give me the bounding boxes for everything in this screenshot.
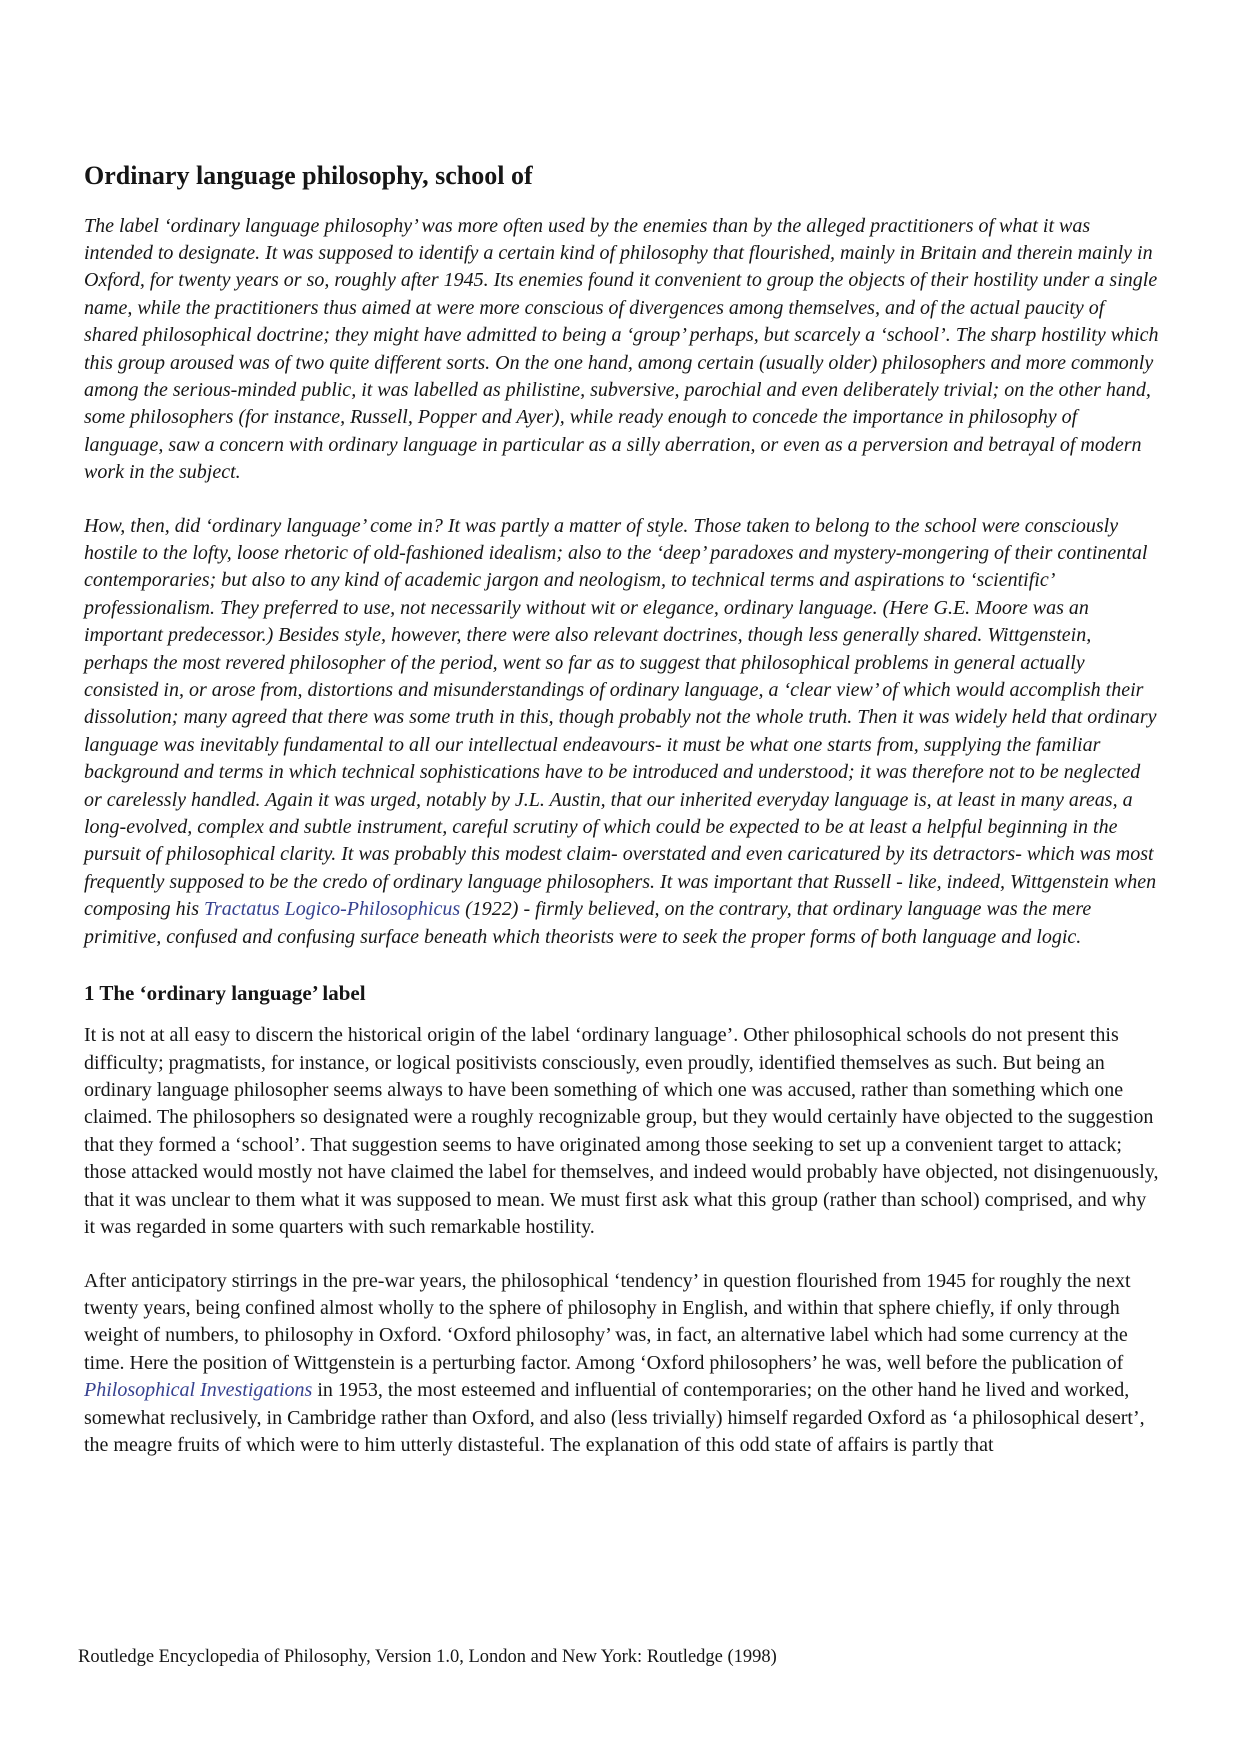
section-heading: 1 The ‘ordinary language’ label: [84, 981, 366, 1006]
cross-reference-link[interactable]: Tractatus Logico-Philosophicus: [204, 898, 461, 921]
page-title: Ordinary language philosophy, school of: [84, 161, 533, 190]
intro-paragraph-2: [84, 513, 1160, 952]
text-segment: After anticipatory stirrings in the pre-war years, the philosophical ‘tendency’ in question flourished from 1945 for roughly the next twenty years, being confined almost wholly to the sphere of philosophy in English, and within that sphere chiefly, if only through weight of numbers, to philosophy in Oxford. ‘Oxford philosophy’ was, in fact, an alternative label which had some currency at the time. Here the position of Wittgenstein is a perturbing factor. Among ‘Oxford philosophers’ he was, well before the publication of: [84, 1269, 1131, 1374]
text-segment: (1922) - firmly believed, on the contrary, that ordinary language was the mere primitive, confused and confusing surface beneath which theorists were to seek the proper forms of both language and logic.: [84, 898, 1092, 948]
intro-paragraph-1: [84, 213, 1160, 487]
text-segment: The label ‘ordinary language philosophy’ was more often used by the enemies than by the alleged practitioners of what it was intended to designate. It was supposed to identify a certain kind of philosophy that flourished, mainly in Britain and therein mainly in Oxford, for twenty years or so, roughly after 1945. Its enemies found it convenient to group the objects of their hostility under a single name, while the practitioners thus aimed at were more conscious of divergences among themselves, and of the actual paucity of shared philosophical doctrine; they might have admitted to being a ‘group’ perhaps, but scarcely a ‘school’. The sharp hostility which this group aroused was of two quite different sorts. On the one hand, among certain (usually older) philosophers and more commonly among the serious-minded public, it was labelled as philistine, subversive, parochial and even deliberately trivial; on the other hand, some philosophers (for instance, Russell, Popper and Ayer), while ready enough to concede the importance in philosophy of language, saw a concern with ordinary language in particular as a silly aberration, or even as a perversion and betrayal of modern work in the subject.: [84, 214, 1159, 484]
document-content: [84, 160, 1160, 1485]
body-paragraph-1: [84, 1022, 1160, 1241]
footer-citation: Routledge Encyclopedia of Philosophy, Version 1.0, London and New York: Routledge (1998): [78, 1647, 777, 1667]
body-paragraph-2: [84, 1268, 1160, 1460]
text-segment: in 1953, the most esteemed and influential of contemporaries; on the other hand he lived and worked, somewhat reclusively, in Cambridge rather than Oxford, and also (less trivially) himself regarded Oxford as ‘a philosophical desert’, the meagre fruits of which were to him utterly distasteful. The explanation of this odd state of affairs is partly that: [84, 1379, 1145, 1456]
text-segment: It is not at all easy to discern the historical origin of the label ‘ordinary language’. Other philosophical schools do not present this difficulty; pragmatists, for instance, or logical positivists consciously, even proudly, identified themselves as such. But being an ordinary language philosopher seems always to have been something of which one was accused, rather than something which one claimed. The philosophers so designated were a roughly recognizable group, but they would certainly have objected to the suggestion that they formed a ‘school’. That suggestion seems to have originated among those seeking to set up a convenient target to attack; those attacked would mostly not have claimed the label for themselves, and indeed would probably have objected, not disingenuously, that it was unclear to them what it was supposed to mean. We must first ask what this group (rather than school) comprised, and why it was regarded in some quarters with such remarkable hostility.: [84, 1024, 1159, 1239]
text-segment: How, then, did ‘ordinary language’ come in? It was partly a matter of style. Those taken to belong to the school were consciously hostile to the lofty, loose rhetoric of old-fashioned idealism; also to the ‘deep’ paradoxes and mystery-mongering of their continental contemporaries; but also to any kind of academic jargon and neologism, to technical terms and aspirations to ‘scientific’ professionalism. They preferred to use, not necessarily without wit or elegance, ordinary language. (Here G.E. Moore was an important predecessor.) Besides style, however, there were also relevant doctrines, though less generally shared. Wittgenstein, perhaps the most revered philosopher of the period, went so far as to suggest that philosophical problems in general actually consisted in, or arose from, distortions and misunderstandings of ordinary language, a ‘clear view’ of which would accomplish their dissolution; many agreed that there was some truth in this, though probably not the whole truth. Then it was widely held that ordinary language was inevitably fundamental to all our intellectual endeavours- it must be what one starts from, supplying the familiar background and terms in which technical sophistications have to be introduced and understood; it was therefore not to be neglected or carelessly handled. Again it was urged, notably by J.L. Austin, that our inherited everyday language is, at least in many areas, a long-evolved, complex and subtle instrument, careful scrutiny of which could be expected to be at least a helpful beginning in the pursuit of philosophical clarity. It was probably this modest claim- overstated and even caricatured by its detractors- which was most frequently supposed to be the credo of ordinary language philosophers. It was important that Russell - like, indeed, Wittgenstein when composing his: [84, 514, 1157, 921]
cross-reference-link[interactable]: Philosophical Investigations: [84, 1379, 313, 1402]
